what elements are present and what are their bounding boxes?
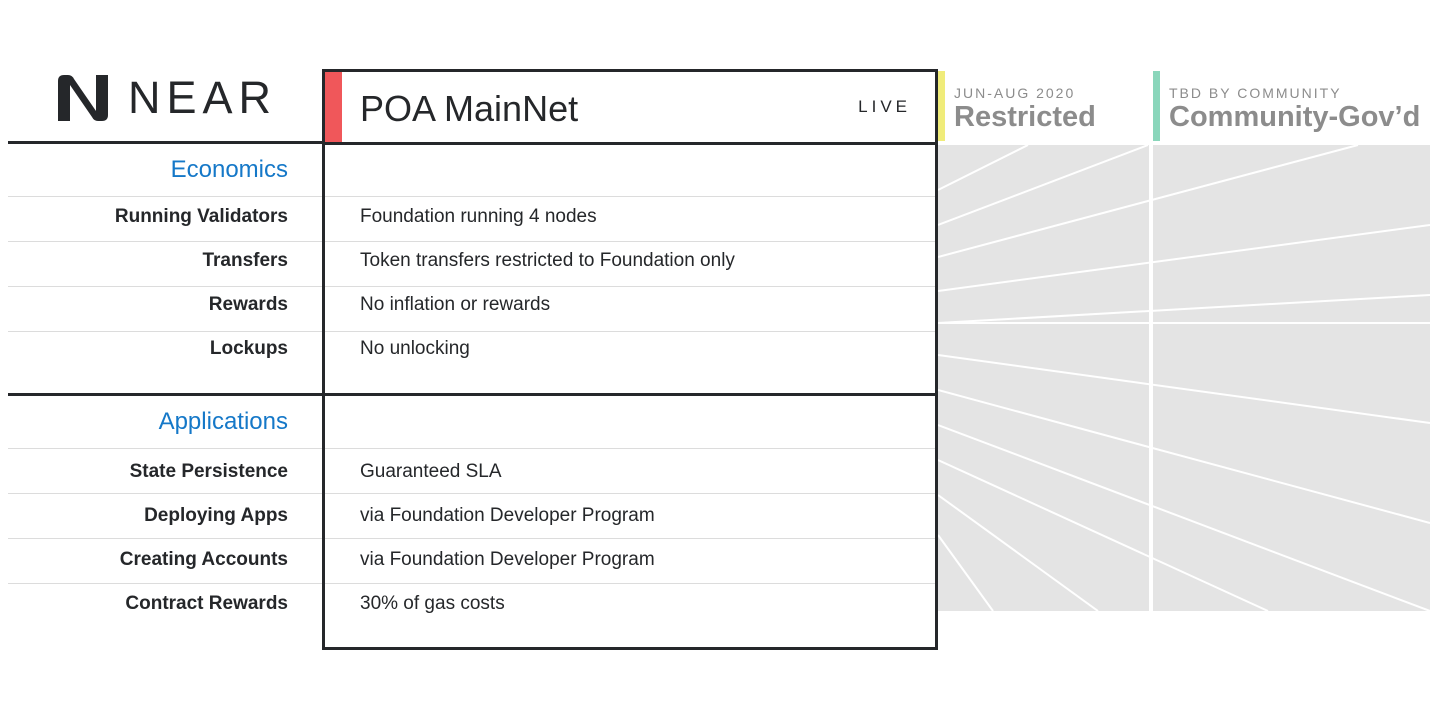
cell-running-validators: Foundation running 4 nodes <box>360 206 597 227</box>
row-label-running-validators: Running Validators <box>114 206 288 227</box>
current-phase-card <box>322 69 938 650</box>
card-header <box>325 72 935 145</box>
section-title-applications: Applications <box>158 408 288 435</box>
row-divider <box>8 331 322 332</box>
status-badge: LIVE <box>858 97 911 116</box>
row-divider <box>8 196 322 197</box>
row-divider <box>325 583 935 584</box>
phase-restricted <box>938 71 1148 141</box>
cell-creating-accounts: via Foundation Developer Program <box>360 549 655 570</box>
phase-name: Community-Gov’d <box>1169 101 1421 133</box>
row-divider <box>325 493 935 494</box>
row-divider <box>8 583 322 584</box>
row-divider <box>325 448 935 449</box>
phase-color-bar <box>1153 71 1160 141</box>
brand-name: NEAR <box>128 72 278 123</box>
section-divider <box>8 393 322 396</box>
row-label-rewards: Rewards <box>208 294 288 315</box>
row-divider <box>8 538 322 539</box>
card-title: POA MainNet <box>360 88 579 129</box>
future-phases-panel <box>938 145 1430 611</box>
row-divider <box>325 538 935 539</box>
row-divider <box>325 286 935 287</box>
row-divider <box>8 493 322 494</box>
section-divider <box>8 141 322 144</box>
phase-accent-bar <box>325 72 342 142</box>
cell-lockups: No unlocking <box>360 338 470 359</box>
phase-color-bar <box>938 71 945 141</box>
radiating-lines-graphic <box>938 145 1430 611</box>
phase-name: Restricted <box>954 101 1096 133</box>
phase-date: TBD BY COMMUNITY <box>1169 85 1342 101</box>
cell-rewards: No inflation or rewards <box>360 294 551 315</box>
section-title-economics: Economics <box>170 156 288 183</box>
row-label-state-persistence: State Persistence <box>129 461 288 482</box>
row-divider <box>325 196 935 197</box>
phase-community-governed <box>1153 71 1433 141</box>
cell-deploying-apps: via Foundation Developer Program <box>360 505 655 526</box>
row-label-creating-accounts: Creating Accounts <box>119 549 288 570</box>
row-label-contract-rewards: Contract Rewards <box>125 593 288 614</box>
row-divider <box>8 448 322 449</box>
row-label-deploying-apps: Deploying Apps <box>144 505 288 526</box>
section-divider <box>325 393 935 396</box>
row-label-lockups: Lockups <box>209 338 288 359</box>
row-divider <box>8 241 322 242</box>
row-divider <box>325 331 935 332</box>
row-divider <box>325 241 935 242</box>
cell-transfers: Token transfers restricted to Foundation only <box>360 250 735 271</box>
cell-state-persistence: Guaranteed SLA <box>360 461 502 482</box>
near-logo <box>54 71 277 125</box>
cell-contract-rewards: 30% of gas costs <box>360 593 505 614</box>
phase-date: JUN-AUG 2020 <box>954 85 1076 101</box>
row-divider <box>8 286 322 287</box>
row-label-transfers: Transfers <box>202 250 288 271</box>
near-logo-icon <box>54 71 112 125</box>
